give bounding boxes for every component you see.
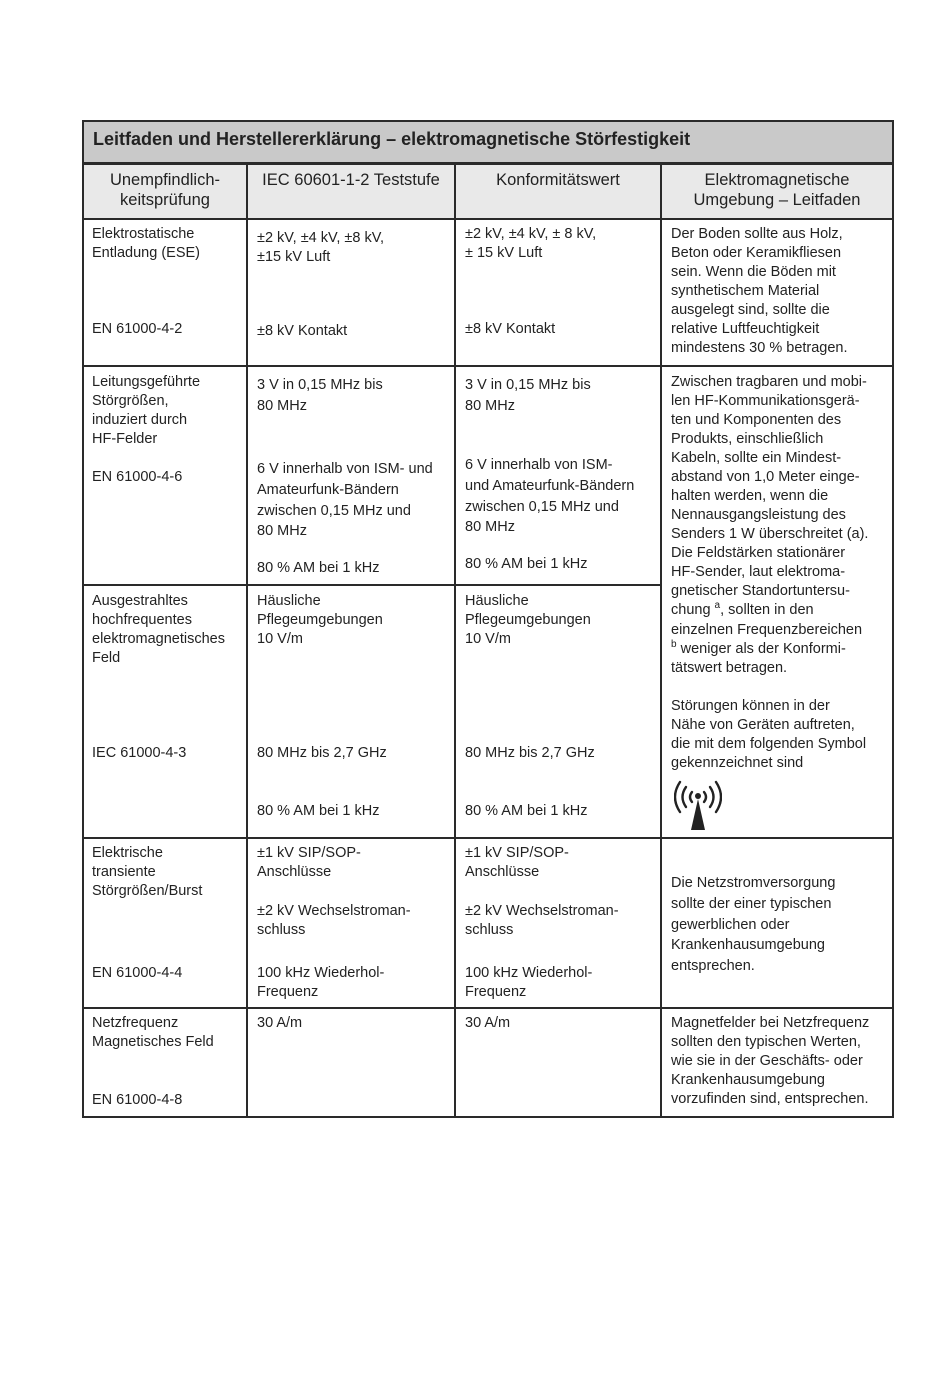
row5-guidance: Magnetfelder bei Netzfrequenz sollten den typischen Werten, wie sie in der Geschäfts- oder Krankenhausumgebung vorzufinden sind, entsprechen. [671, 1015, 870, 1107]
row2-level-c: 80 % AM bei 1 kHz [257, 560, 380, 576]
row4-test: Elektrische transiente Störgrößen/Burst [92, 845, 203, 899]
row3-level-a: Häusliche Pflegeumgebungen 10 V/m [257, 593, 383, 647]
row1-standard: EN 61000-4-2 [92, 321, 183, 337]
row5-level-a: 30 A/m [257, 1015, 303, 1031]
merged-guidance-symbol-text: Störungen können in der Nähe von Geräten auftreten, die mit dem folgenden Symbol gekennzeichnet sind [671, 698, 867, 771]
row4-comp-a: ±1 kV SIP/SOP- Anschlüsse [465, 845, 569, 880]
row4-guidance: Die Netzstromversorgung sollte der einer typischen gewerblichen oder Krankenhausumgebung entsprechen. [671, 875, 836, 975]
row3-level-b: 80 MHz bis 2,7 GHz [257, 745, 387, 761]
row2-comp-a: 3 V in 0,15 MHz bis 80 MHz [465, 377, 591, 414]
merged-guidance-taets: tätswert betragen. [671, 660, 788, 676]
row3-comp-a: Häusliche Pflegeumgebungen 10 V/m [465, 593, 591, 647]
row2-level-a: 3 V in 0,15 MHz bis 80 MHz [257, 377, 383, 414]
row4-level-c: 100 kHz Wiederhol- Frequenz [257, 965, 385, 1000]
row4-level-b: ±2 kV Wechselstroman- schluss [257, 903, 411, 938]
row5-comp-a: 30 A/m [465, 1015, 511, 1031]
row5-standard: EN 61000-4-8 [92, 1092, 183, 1108]
row4-comp-c: 100 kHz Wiederhol- Frequenz [465, 965, 593, 1000]
row1-guidance: Der Boden sollte aus Holz, Beton oder Keramikfliesen sein. Wenn die Böden mit synthetischem Material ausgelegt sind, sollte die relative Luftfeuchtigkeit mindestens 30 % betragen. [671, 226, 848, 356]
merged-guidance-chung: chung $^a$, sollten in den [671, 600, 814, 618]
row2-standard: EN 61000-4-6 [92, 469, 183, 485]
row4-comp-b: ±2 kV Wechselstroman- schluss [465, 903, 619, 938]
header-level: IEC 60601-1-2 Teststufe [262, 171, 440, 189]
row3-test: Ausgestrahltes hochfrequentes elektromagnetisches Feld [92, 593, 225, 666]
row4-level-a: ±1 kV SIP/SOP- Anschlüsse [257, 845, 361, 880]
row3-comp-c: 80 % AM bei 1 kHz [465, 803, 588, 819]
table-title: Leitfaden und Herstellererklärung – elektromagnetische Störfestigkeit [93, 129, 691, 149]
row3-level-c: 80 % AM bei 1 kHz [257, 803, 380, 819]
row2-test: Leitungsgeführte Störgrößen, induziert durch HF-Felder [92, 374, 201, 447]
non-ionizing-radiation-icon [674, 780, 722, 832]
header-test: Unempfindlich- keitsprüfung [109, 171, 221, 209]
row3-standard: IEC 61000-4-3 [92, 745, 187, 761]
row2-comp-c: 80 % AM bei 1 kHz [465, 556, 588, 572]
row5-test: Netzfrequenz Magnetisches Feld [92, 1015, 214, 1050]
row2-level-b: 6 V innerhalb von ISM- und Amateurfunk-Bändern zwischen 0,15 MHz und 80 MHz [257, 461, 433, 540]
row1-level-b: ±8 kV Kontakt [257, 323, 348, 339]
row2-comp-b: 6 V innerhalb von ISM- und Amateurfunk-Bändern zwischen 0,15 MHz und 80 MHz [465, 457, 635, 536]
row1-level-a: ±2 kV, ±4 kV, ±8 kV, ±15 kV Luft [257, 230, 385, 265]
row4-standard: EN 61000-4-4 [92, 965, 183, 981]
header-compliance: Konformitätswert [496, 171, 620, 189]
merged-guidance-text: Zwischen tragbaren und mobi- len HF-Kommunikationsgerä- ten und Komponenten des Produkts, einschließlich Kabeln, sollte ein Mindest- abstand von 1,0 Meter einge- halten werden, wenn die Nennausgangsleistung des Senders 1 W überschreitet (a). Die Feldstärken stationärer HF-Sender, laut elektroma- gnetischer Standortuntersu- [671, 374, 869, 599]
row1-test: Elektrostatische Entladung (ESE) [92, 226, 201, 261]
row3-comp-b: 80 MHz bis 2,7 GHz [465, 745, 595, 761]
row1-comp-b: ±8 kV Kontakt [465, 321, 556, 337]
merged-guidance-weniger: $^b$ weniger als der Konformi- [671, 639, 846, 657]
merged-guidance-einzelnen: einzelnen Frequenzbereichen [671, 622, 863, 638]
row1-comp-a: ±2 kV, ±4 kV, ± 8 kV, ± 15 kV Luft [465, 226, 597, 261]
header-guidance: Elektromagnetische Umgebung – Leitfaden [693, 171, 861, 209]
